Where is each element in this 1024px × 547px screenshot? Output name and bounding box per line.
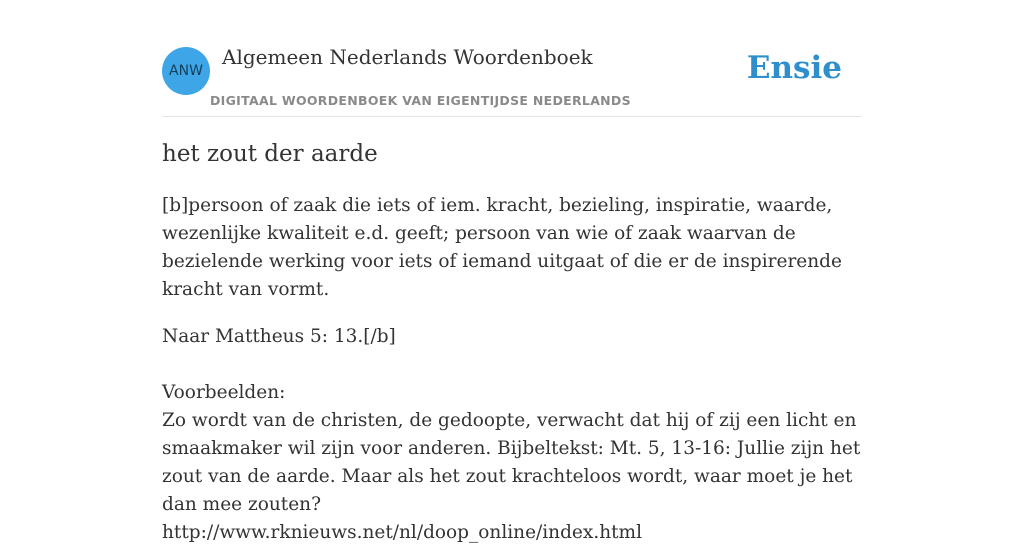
- entry-source: Naar Mattheus 5: 13.[/b]: [162, 326, 396, 347]
- blank-line: [162, 351, 862, 379]
- example-url: http://www.rknieuws.net/nl/doop_online/index.html: [162, 522, 643, 543]
- site-title[interactable]: Algemeen Nederlands Woordenboek: [222, 45, 593, 69]
- site-header: [162, 40, 862, 117]
- entry-content: [162, 138, 862, 547]
- example-text: Zo wordt van de christen, de gedoopte, verwacht dat hij of zij een licht en smaakmaker wil zijn voor anderen. Bijbeltekst: Mt. 5, 13-16: Jullie zijn het zout van de aarde. Maar als het zout krachteloos wordt, waar moet je het dan mee zouten?: [162, 410, 861, 515]
- entry-definition: [b]persoon of zaak die iets of iem. kracht, bezieling, inspiratie, waarde, wezenlijke kwaliteit e.d. geeft; persoon van wie of zaak waarvan de bezielende werking voor iets of iemand uitgaat of die er de inspirerende kracht van vormt.: [162, 195, 842, 300]
- entry-term: het zout der aarde: [162, 141, 378, 167]
- entry-body: [162, 323, 862, 547]
- ensie-logo[interactable]: Ensie: [746, 50, 842, 86]
- examples-label: Voorbeelden:: [162, 382, 286, 403]
- anw-logo[interactable]: ANW: [162, 47, 210, 95]
- site-subtitle: DIGITAAL WOORDENBOEK VAN EIGENTIJDSE NEDERLANDS: [210, 93, 631, 108]
